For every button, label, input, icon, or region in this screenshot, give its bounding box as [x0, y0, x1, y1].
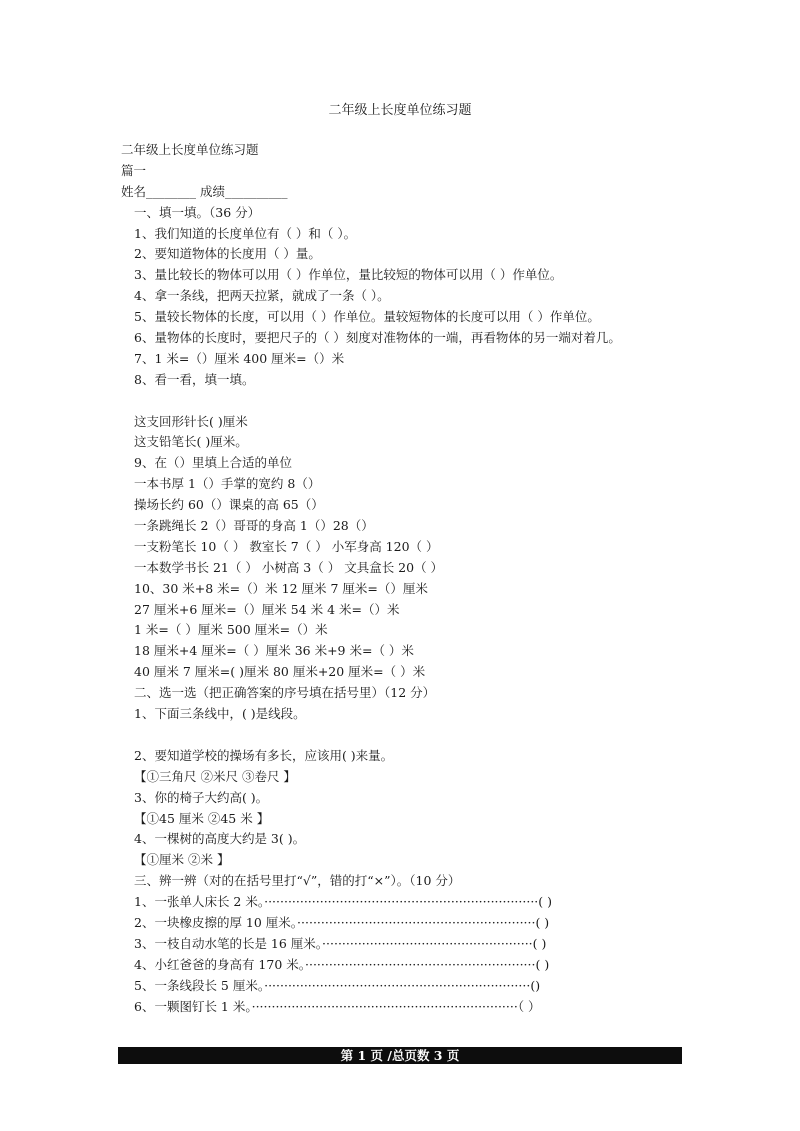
text-line: 4、拿一条线，把两天拉紧，就成了一条（ ）。 [134, 288, 390, 304]
text-line: 8、看一看，填一填。 [134, 371, 255, 387]
text-line: 27 厘米+6 厘米=（）厘米 54 米 4 米=（）米 [134, 601, 400, 617]
text-line: 9、在（）里填上合适的单位 [134, 455, 292, 471]
text-line: 4、一棵树的高度大约是 3( )。 [134, 831, 306, 847]
text-line: 三、辨一辨（对的在括号里打“√”，错的打“×”）。（10 分） [134, 873, 461, 889]
text-line: 5、一条线段长 5 厘米。···································································() [134, 977, 541, 993]
blank-line [121, 391, 681, 412]
document-body [121, 140, 681, 1017]
text-line: 这支回形针长( )厘米 [134, 413, 248, 429]
text-line: 1、我们知道的长度单位有（ ）和（ ）。 [134, 225, 357, 241]
blank-line [121, 725, 681, 746]
text-line: 6、量物体的长度时，要把尺子的（ ）刻度对准物体的一端，再看物体的另一端对着几。 [134, 330, 621, 346]
page-footer: 第 1 页 /总页数 3 页 [118, 1047, 682, 1064]
text-line: 篇一 [121, 162, 147, 178]
text-line: 2、要知道物体的长度用（ ）量。 [134, 246, 321, 262]
text-line: 2、一块橡皮擦的厚 10 厘米。····························································( ) [134, 914, 550, 930]
text-line: 3、量比较长的物体可以用（ ）作单位，量比较短的物体可以用（ ）作单位。 [134, 267, 563, 283]
text-line: 10、30 米+8 米=（）米 12 厘米 7 厘米=（）厘米 [134, 580, 428, 596]
text-line: 40 厘米 7 厘米=( )厘米 80 厘米+20 厘米=（ ）米 [134, 664, 426, 680]
text-line: 18 厘米+4 厘米=（ ）厘米 36 米+9 米=（ ）米 [134, 643, 414, 659]
text-line: 1、一张单人床长 2 米。·····································································( ) [134, 894, 552, 910]
text-line: 二年级上长度单位练习题 [121, 142, 259, 157]
text-line: 5、量较长物体的长度，可以用（ ）作单位。量较短物体的长度可以用（ ）作单位。 [134, 309, 600, 325]
text-line: 3、一枝自动水笔的长是 16 厘米。·····················································( ) [134, 935, 547, 951]
text-line: 一本书厚 1（）手掌的宽约 8（） [134, 476, 321, 492]
text-line: 【①三角尺 ②米尺 ③卷尺 】 [134, 768, 296, 784]
text-line: 1、下面三条线中，( )是线段。 [134, 706, 306, 722]
text-line: 4、小红爸爸的身高有 170 米。··························································( ) [134, 956, 550, 972]
text-line: 姓名________ 成绩__________ [121, 183, 288, 199]
text-line: 操场长约 60（）课桌的高 65（） [134, 497, 324, 513]
text-line: 一条跳绳长 2（）哥哥的身高 1（）28（） [134, 518, 374, 534]
text-line: 3、你的椅子大约高( )。 [134, 789, 269, 805]
text-line: 二、选一选（把正确答案的序号填在括号里）（12 分） [134, 685, 436, 701]
text-line: 2、要知道学校的操场有多长，应该用( )来量。 [134, 747, 394, 763]
text-line: 一本数学书长 21（ ） 小树高 3（ ） 文具盒长 20（ ） [134, 559, 444, 575]
text-line: 这支铅笔长( )厘米。 [134, 434, 248, 450]
text-line: 1 米=（ ）厘米 500 厘米=（）米 [134, 622, 328, 638]
text-line: 一、填一填。（36 分） [134, 204, 261, 220]
text-line: 一支粉笔长 10（ ） 教室长 7（ ） 小军身高 120（ ） [134, 538, 439, 554]
text-line: 7、1 米=（）厘米 400 厘米=（）米 [134, 350, 345, 366]
page-title: 二年级上长度单位练习题 [328, 103, 472, 118]
text-line: 【①厘米 ②米 】 [134, 852, 230, 868]
text-line: 6、一颗图钉长 1 米。···································································（ ） [134, 998, 541, 1014]
text-line: 【①45 厘米 ②45 米 】 [134, 810, 270, 826]
